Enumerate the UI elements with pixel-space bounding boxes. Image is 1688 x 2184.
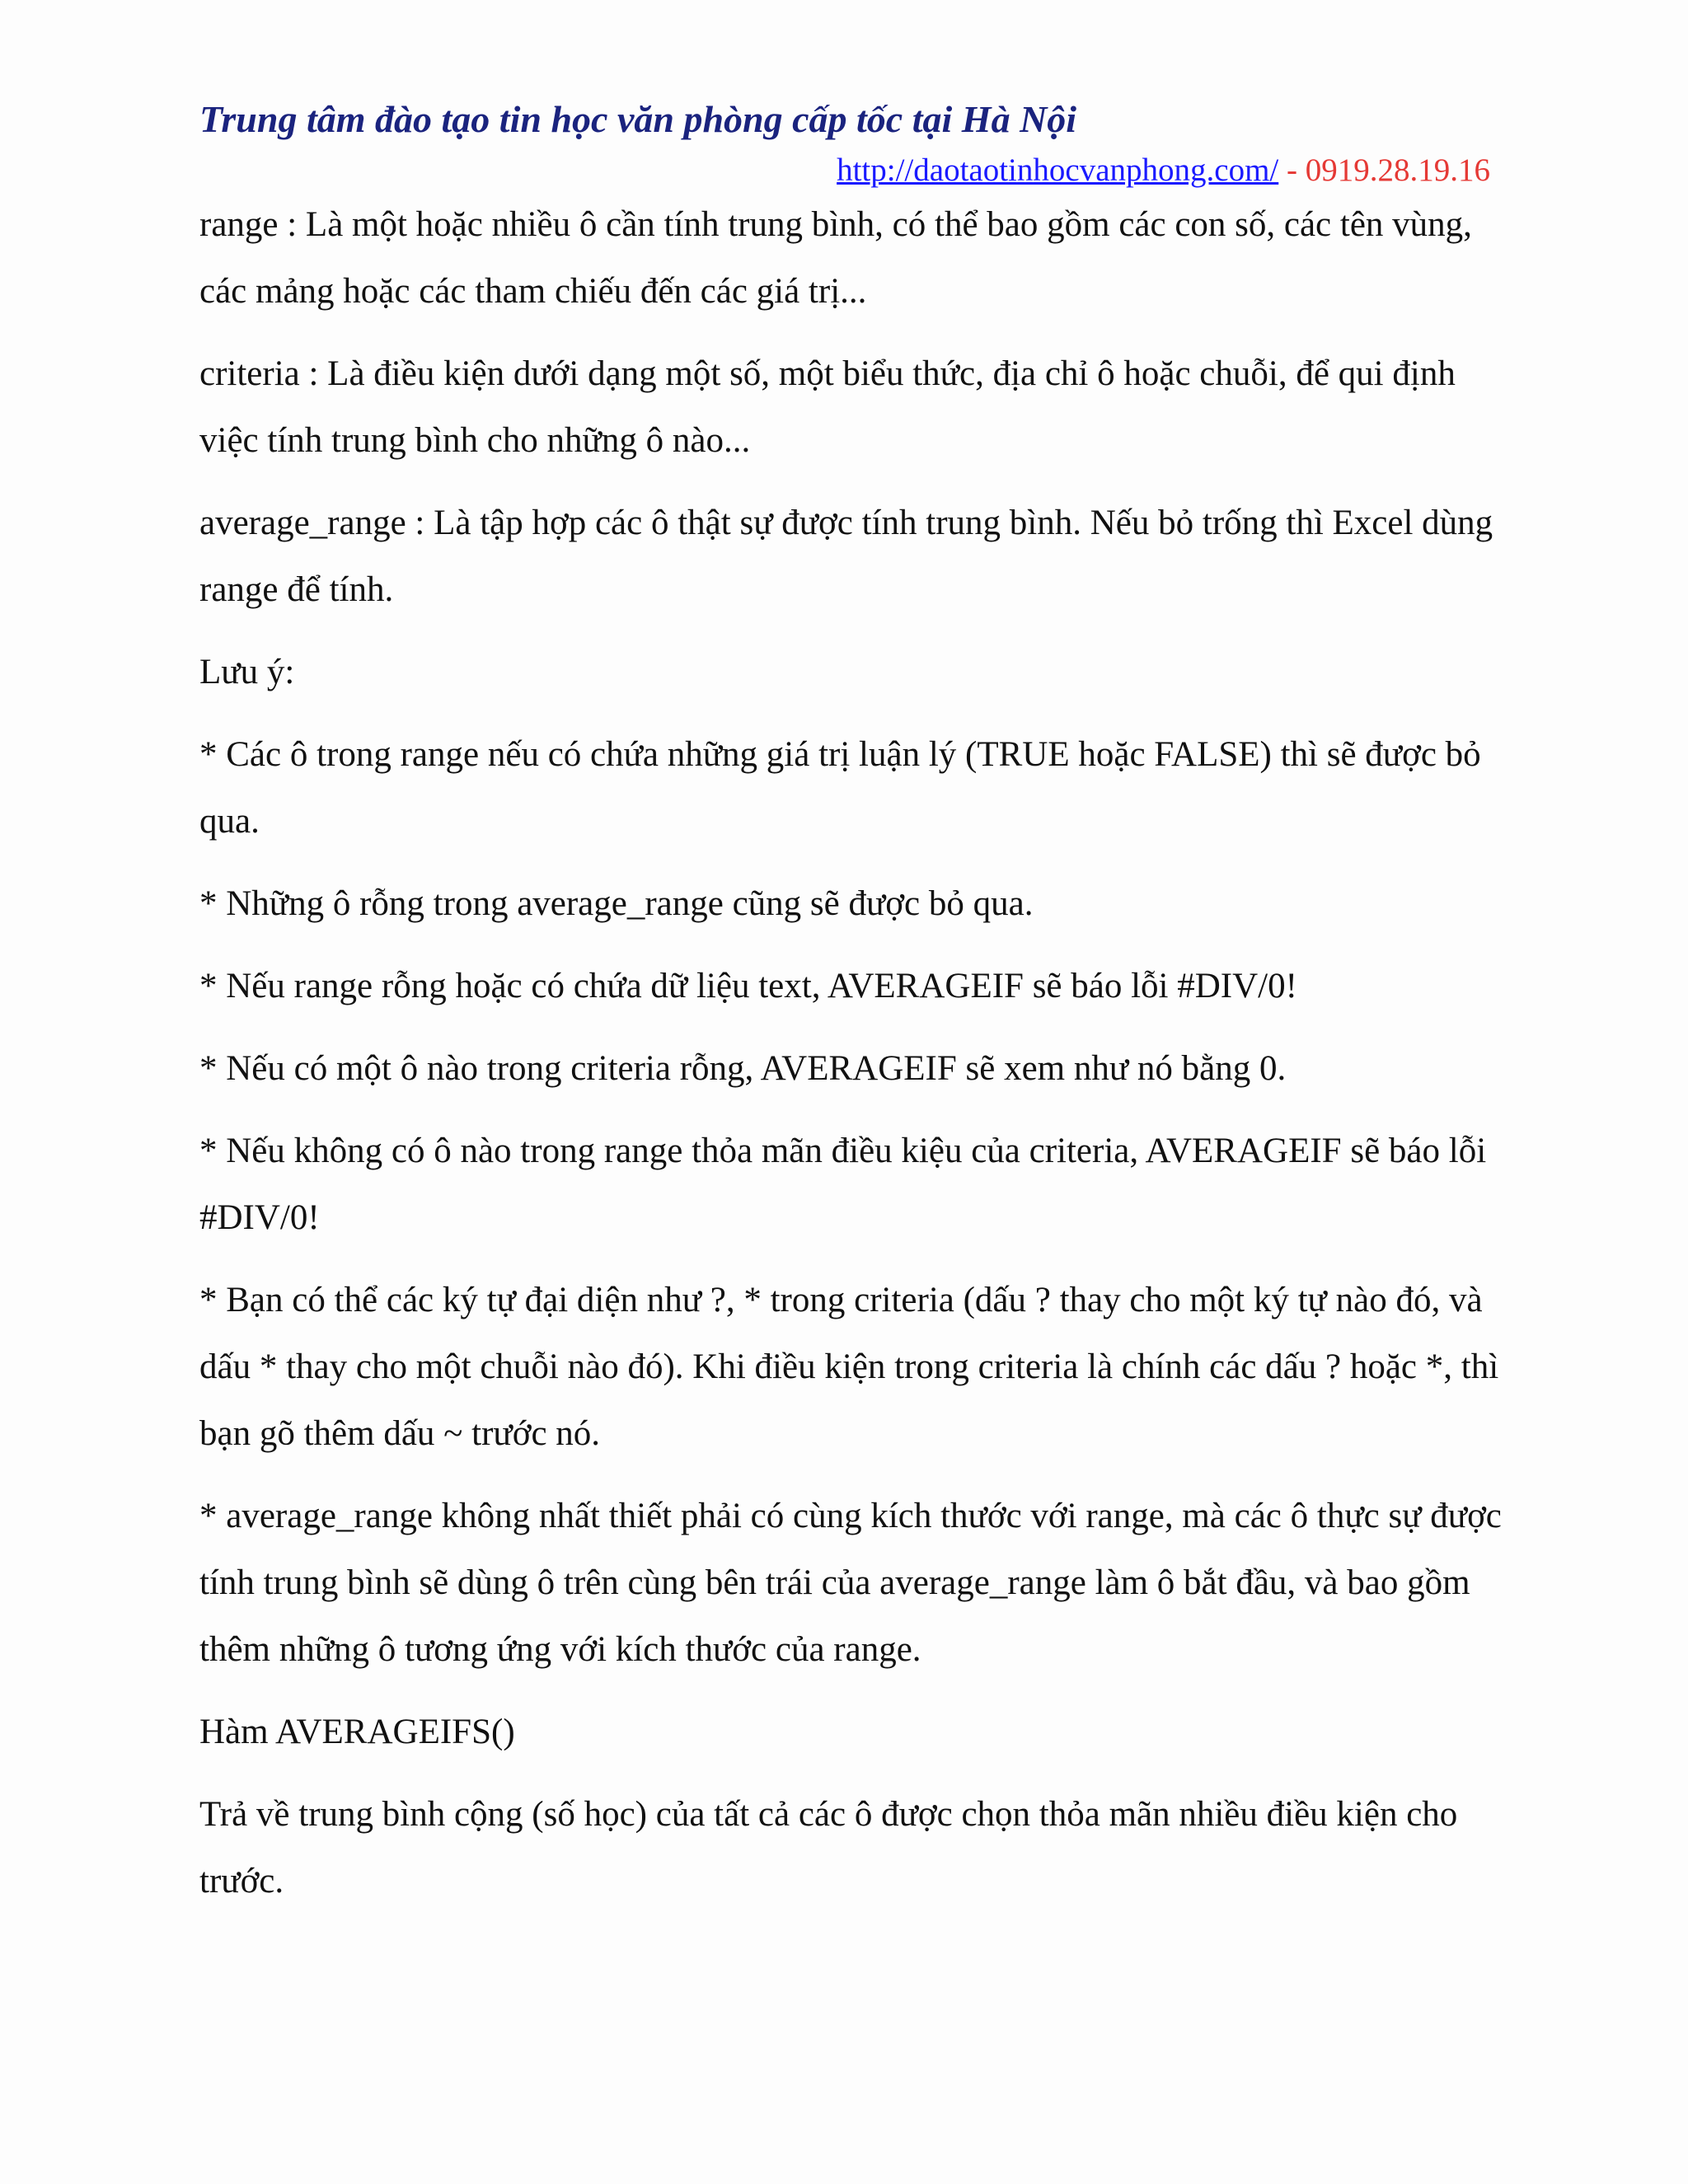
- note-range-empty-error: * Nếu range rỗng hoặc có chứa dữ liệu text, AVERAGEIF sẽ báo lỗi #DIV/0!: [199, 967, 1297, 1005]
- document-body: [199, 191, 1502, 1930]
- header-title: Trung tâm đào tạo tin học văn phòng cấp tốc tại Hà Nội: [199, 98, 1077, 140]
- paragraph-average-range-definition: average_range : Là tập hợp các ô thật sự được tính trung bình. Nếu bỏ trống thì Excel dùng range để tính.: [199, 504, 1493, 609]
- note-wildcards: * Bạn có thể các ký tự đại diện như ?, * trong criteria (dấu ? thay cho một ký tự nào đó, và dấu * thay cho một chuỗi nào đó). Khi điều kiện trong criteria là chính các dấu ? hoặc *, thì bạn gõ thêm dấu ~ trước nó.: [199, 1281, 1499, 1453]
- paragraph-notes-heading: Lưu ý:: [199, 653, 295, 691]
- note-no-match-error: * Nếu không có ô nào trong range thỏa mãn điều kiệu của criteria, AVERAGEIF sẽ báo lỗi #DIV/0!: [199, 1132, 1487, 1237]
- section-heading-averageifs: Hàm AVERAGEIFS(): [199, 1713, 515, 1751]
- website-link[interactable]: http://daotaotinhocvanphong.com/: [837, 152, 1279, 188]
- header-separator: -: [1278, 152, 1306, 188]
- note-logical-values: * Các ô trong range nếu có chứa những giá trị luận lý (TRUE hoặc FALSE) thì sẽ được bỏ qua.: [199, 735, 1481, 841]
- paragraph-range-definition: range : Là một hoặc nhiều ô cần tính trung bình, có thể bao gồm các con số, các tên vùng, các mảng hoặc các tham chiếu đến các giá trị...: [199, 205, 1472, 311]
- note-empty-cells: * Những ô rỗng trong average_range cũng sẽ được bỏ qua.: [199, 884, 1034, 923]
- note-average-range-size: * average_range không nhất thiết phải có cùng kích thước với range, mà các ô thực sự được tính trung bình sẽ dùng ô trên cùng bên trái của average_range làm ô bắt đầu, và bao gồm thêm những ô tương ứng với kích thước của range.: [199, 1497, 1502, 1669]
- phone-number: 0919.28.19.16: [1305, 152, 1490, 188]
- paragraph-criteria-definition: criteria : Là điều kiện dưới dạng một số, một biểu thức, địa chỉ ô hoặc chuỗi, để qui định việc tính trung bình cho những ô nào...: [199, 354, 1456, 460]
- note-criteria-empty: * Nếu có một ô nào trong criteria rỗng, AVERAGEIF sẽ xem như nó bằng 0.: [199, 1049, 1287, 1088]
- header-contact: [837, 152, 1490, 189]
- paragraph-averageifs-description: Trả về trung bình cộng (số học) của tất cả các ô được chọn thỏa mãn nhiều điều kiện cho trước.: [199, 1795, 1458, 1900]
